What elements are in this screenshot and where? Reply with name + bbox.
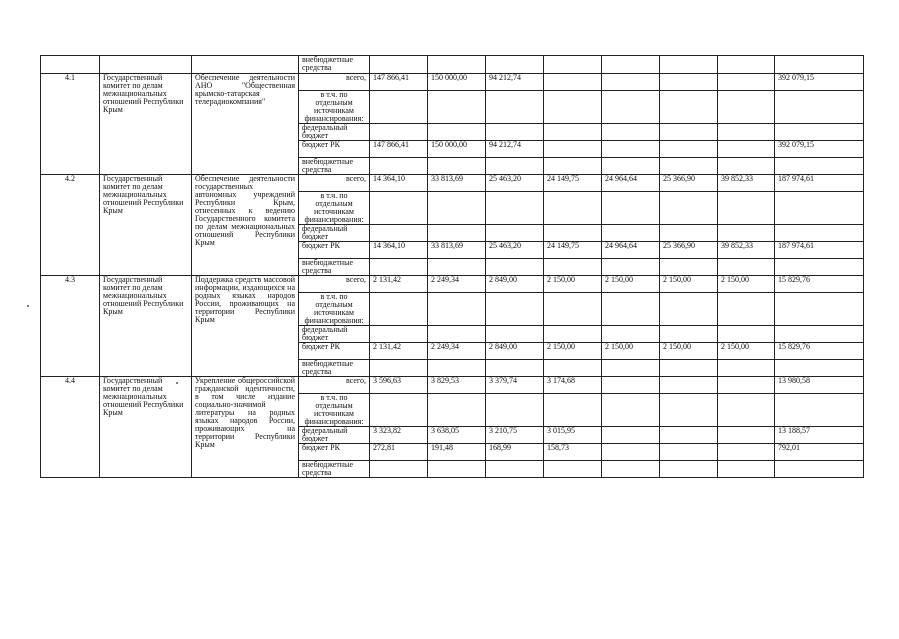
value-cell bbox=[486, 192, 544, 225]
value-cell bbox=[718, 444, 775, 461]
value-cell bbox=[544, 360, 602, 377]
value-cell bbox=[660, 141, 718, 158]
value-cell bbox=[602, 444, 660, 461]
value-cell bbox=[660, 444, 718, 461]
value-cell: 2 150,00 bbox=[602, 276, 660, 293]
table-row bbox=[41, 74, 864, 91]
value-cell bbox=[370, 326, 428, 343]
value-cell bbox=[660, 461, 718, 478]
value-cell bbox=[660, 259, 718, 276]
source-cell: бюджет РК bbox=[299, 444, 370, 461]
value-cell: 3 210,75 bbox=[486, 427, 544, 444]
total-cell: 792,01 bbox=[775, 444, 864, 461]
value-cell bbox=[602, 293, 660, 326]
value-cell bbox=[544, 158, 602, 175]
value-cell bbox=[602, 141, 660, 158]
value-cell bbox=[370, 360, 428, 377]
cell bbox=[41, 56, 100, 74]
value-cell: 147 866,41 bbox=[370, 74, 428, 91]
table-row bbox=[41, 56, 864, 74]
value-cell bbox=[428, 192, 486, 225]
source-cell: всего, bbox=[299, 74, 370, 91]
source-cell: бюджет РК bbox=[299, 141, 370, 158]
value-cell: 2 249,34 bbox=[428, 343, 486, 360]
value-cell bbox=[486, 225, 544, 242]
total-cell bbox=[775, 360, 864, 377]
value-cell bbox=[718, 360, 775, 377]
value-cell bbox=[660, 158, 718, 175]
responsible-org: Государственный комитет по делам межнациональных отношений Республики Крым bbox=[100, 175, 192, 276]
value-cell: 24 149,75 bbox=[544, 175, 602, 192]
value-cell bbox=[486, 461, 544, 478]
value-cell: 147 866,41 bbox=[370, 141, 428, 158]
value-cell bbox=[370, 192, 428, 225]
value-cell bbox=[544, 293, 602, 326]
value-cell: 2 150,00 bbox=[660, 343, 718, 360]
value-cell: 191,48 bbox=[428, 444, 486, 461]
value-cell: 2 150,00 bbox=[718, 276, 775, 293]
value-cell bbox=[602, 225, 660, 242]
source-cell: федеральный бюджет bbox=[299, 326, 370, 343]
cell bbox=[660, 56, 718, 74]
value-cell bbox=[718, 293, 775, 326]
value-cell: 2 150,00 bbox=[544, 276, 602, 293]
value-cell bbox=[718, 394, 775, 427]
value-cell bbox=[602, 259, 660, 276]
value-cell bbox=[660, 124, 718, 141]
value-cell bbox=[486, 360, 544, 377]
value-cell bbox=[370, 91, 428, 124]
row-number: 4.1 bbox=[41, 74, 100, 175]
total-cell: 15 829,76 bbox=[775, 276, 864, 293]
value-cell: 33 813,69 bbox=[428, 175, 486, 192]
value-cell bbox=[544, 74, 602, 91]
value-cell bbox=[544, 192, 602, 225]
activity-description: Обеспечение деятельности АНО "Общественная крымско-татарская телерадиокомпания" bbox=[192, 74, 299, 175]
value-cell: 3 596,63 bbox=[370, 377, 428, 394]
value-cell: 2 150,00 bbox=[718, 343, 775, 360]
total-cell: 13 188,57 bbox=[775, 427, 864, 444]
value-cell bbox=[486, 259, 544, 276]
value-cell bbox=[370, 293, 428, 326]
cell bbox=[100, 56, 192, 74]
value-cell bbox=[428, 259, 486, 276]
cell bbox=[192, 56, 299, 74]
total-cell bbox=[775, 158, 864, 175]
value-cell: 3 638,05 bbox=[428, 427, 486, 444]
value-cell bbox=[602, 74, 660, 91]
value-cell: 2 849,00 bbox=[486, 343, 544, 360]
source-cell: внебюджетные средства bbox=[299, 360, 370, 377]
value-cell: 2 131,42 bbox=[370, 276, 428, 293]
value-cell: 14 364,10 bbox=[370, 242, 428, 259]
responsible-org: Государственный комитет по делам межнациональных отношений Республики Крым bbox=[100, 276, 192, 377]
value-cell: 150 000,00 bbox=[428, 74, 486, 91]
value-cell: 2 150,00 bbox=[544, 343, 602, 360]
value-cell: 2 131,42 bbox=[370, 343, 428, 360]
total-cell: 392 079,15 bbox=[775, 141, 864, 158]
scan-speck bbox=[27, 305, 29, 307]
total-cell bbox=[775, 91, 864, 124]
source-cell: в т.ч. по отдельным источникам финансирования: bbox=[299, 394, 370, 427]
value-cell bbox=[486, 293, 544, 326]
value-cell bbox=[486, 394, 544, 427]
value-cell bbox=[718, 124, 775, 141]
value-cell bbox=[428, 91, 486, 124]
value-cell bbox=[486, 91, 544, 124]
table-row bbox=[41, 276, 864, 293]
source-cell: внебюджетные средства bbox=[299, 461, 370, 478]
value-cell: 33 813,69 bbox=[428, 242, 486, 259]
value-cell bbox=[370, 461, 428, 478]
source-cell: бюджет РК bbox=[299, 343, 370, 360]
value-cell bbox=[660, 74, 718, 91]
value-cell bbox=[544, 394, 602, 427]
value-cell bbox=[544, 461, 602, 478]
value-cell bbox=[486, 326, 544, 343]
total-cell: 392 079,15 bbox=[775, 74, 864, 91]
activity-description: Поддержка средств массовой информации, издающихся на родных языках народов России, проживающих на территории Республики Крым bbox=[192, 276, 299, 377]
value-cell: 3 829,53 bbox=[428, 377, 486, 394]
activity-description: Обеспечение деятельности государственных автономных учреждений Республики Крым, отнесенных к ведению Государственного комитета по делам межнациональных отношений Республики Крым bbox=[192, 175, 299, 276]
funding-table bbox=[40, 55, 864, 478]
total-cell bbox=[775, 394, 864, 427]
value-cell: 25 366,90 bbox=[660, 175, 718, 192]
value-cell bbox=[370, 225, 428, 242]
value-cell: 158,73 bbox=[544, 444, 602, 461]
value-cell bbox=[428, 225, 486, 242]
value-cell bbox=[602, 192, 660, 225]
value-cell: 25 463,20 bbox=[486, 175, 544, 192]
total-cell bbox=[775, 225, 864, 242]
total-cell: 187 974,61 bbox=[775, 175, 864, 192]
value-cell bbox=[660, 225, 718, 242]
value-cell bbox=[718, 427, 775, 444]
value-cell bbox=[718, 259, 775, 276]
total-cell bbox=[775, 259, 864, 276]
value-cell: 3 174,68 bbox=[544, 377, 602, 394]
value-cell: 94 212,74 bbox=[486, 141, 544, 158]
source-cell: в т.ч. по отдельным источникам финансирования: bbox=[299, 192, 370, 225]
row-number: 4.3 bbox=[41, 276, 100, 377]
value-cell bbox=[428, 360, 486, 377]
value-cell bbox=[660, 91, 718, 124]
cell bbox=[428, 56, 486, 74]
cell bbox=[544, 56, 602, 74]
value-cell bbox=[370, 394, 428, 427]
value-cell bbox=[660, 293, 718, 326]
scan-speck bbox=[176, 382, 178, 384]
value-cell: 24 149,75 bbox=[544, 242, 602, 259]
value-cell: 168,99 bbox=[486, 444, 544, 461]
total-cell bbox=[775, 326, 864, 343]
responsible-org: Государственный комитет по делам межнациональных отношений Республики Крым bbox=[100, 74, 192, 175]
source-cell: всего, bbox=[299, 276, 370, 293]
total-cell bbox=[775, 124, 864, 141]
value-cell bbox=[428, 293, 486, 326]
source-cell: федеральный бюджет bbox=[299, 225, 370, 242]
total-cell bbox=[775, 461, 864, 478]
value-cell bbox=[602, 91, 660, 124]
value-cell: 3 379,74 bbox=[486, 377, 544, 394]
total-cell: 13 980,58 bbox=[775, 377, 864, 394]
responsible-org: Государственный комитет по делам межнациональных отношений Республики Крым bbox=[100, 377, 192, 478]
source-cell: в т.ч. по отдельным источникам финансирования: bbox=[299, 293, 370, 326]
value-cell bbox=[544, 326, 602, 343]
value-cell bbox=[370, 158, 428, 175]
source-cell: внебюджетные средства bbox=[299, 56, 370, 74]
value-cell bbox=[602, 427, 660, 444]
value-cell bbox=[718, 141, 775, 158]
value-cell bbox=[718, 74, 775, 91]
value-cell bbox=[370, 259, 428, 276]
cell bbox=[718, 56, 775, 74]
value-cell: 2 150,00 bbox=[660, 276, 718, 293]
cell bbox=[775, 56, 864, 74]
value-cell: 272,81 bbox=[370, 444, 428, 461]
value-cell bbox=[602, 377, 660, 394]
row-number: 4.2 bbox=[41, 175, 100, 276]
value-cell bbox=[718, 91, 775, 124]
cell bbox=[486, 56, 544, 74]
value-cell bbox=[660, 326, 718, 343]
activity-description: Укрепление общероссийской гражданской идентичности, в том числе издание социально-значимой литературы на родных языках народов России, проживающих на территории Республики Крым bbox=[192, 377, 299, 478]
value-cell bbox=[602, 461, 660, 478]
value-cell bbox=[718, 461, 775, 478]
value-cell: 2 249,34 bbox=[428, 276, 486, 293]
value-cell bbox=[718, 192, 775, 225]
row-number: 4.4 bbox=[41, 377, 100, 478]
source-cell: всего, bbox=[299, 175, 370, 192]
total-cell: 187 974,61 bbox=[775, 242, 864, 259]
value-cell bbox=[486, 158, 544, 175]
source-cell: всего, bbox=[299, 377, 370, 394]
value-cell bbox=[660, 377, 718, 394]
value-cell bbox=[660, 192, 718, 225]
value-cell: 14 364,10 bbox=[370, 175, 428, 192]
value-cell bbox=[428, 326, 486, 343]
source-cell: федеральный бюджет bbox=[299, 124, 370, 141]
value-cell: 25 366,90 bbox=[660, 242, 718, 259]
value-cell bbox=[428, 124, 486, 141]
value-cell bbox=[602, 158, 660, 175]
value-cell bbox=[718, 158, 775, 175]
value-cell: 94 212,74 bbox=[486, 74, 544, 91]
value-cell bbox=[602, 124, 660, 141]
value-cell bbox=[602, 394, 660, 427]
value-cell: 24 964,64 bbox=[602, 175, 660, 192]
value-cell: 24 964,64 bbox=[602, 242, 660, 259]
value-cell bbox=[544, 91, 602, 124]
total-cell bbox=[775, 192, 864, 225]
table-row bbox=[41, 175, 864, 192]
value-cell bbox=[718, 326, 775, 343]
value-cell bbox=[544, 124, 602, 141]
value-cell bbox=[660, 360, 718, 377]
value-cell bbox=[718, 377, 775, 394]
value-cell bbox=[428, 394, 486, 427]
value-cell: 150 000,00 bbox=[428, 141, 486, 158]
cell bbox=[370, 56, 428, 74]
value-cell: 3 323,82 bbox=[370, 427, 428, 444]
value-cell bbox=[544, 259, 602, 276]
source-cell: федеральный бюджет bbox=[299, 427, 370, 444]
value-cell bbox=[370, 124, 428, 141]
value-cell bbox=[544, 225, 602, 242]
value-cell bbox=[544, 141, 602, 158]
value-cell: 39 852,33 bbox=[718, 242, 775, 259]
value-cell: 2 150,00 bbox=[602, 343, 660, 360]
value-cell: 2 849,00 bbox=[486, 276, 544, 293]
value-cell bbox=[602, 360, 660, 377]
value-cell: 3 015,95 bbox=[544, 427, 602, 444]
value-cell: 25 463,20 bbox=[486, 242, 544, 259]
total-cell: 15 829,76 bbox=[775, 343, 864, 360]
table-row bbox=[41, 377, 864, 394]
value-cell bbox=[486, 124, 544, 141]
source-cell: бюджет РК bbox=[299, 242, 370, 259]
total-cell bbox=[775, 293, 864, 326]
source-cell: в т.ч. по отдельным источникам финансирования: bbox=[299, 91, 370, 124]
value-cell bbox=[602, 326, 660, 343]
source-cell: внебюджетные средства bbox=[299, 158, 370, 175]
value-cell bbox=[428, 461, 486, 478]
value-cell bbox=[660, 394, 718, 427]
value-cell: 39 852,33 bbox=[718, 175, 775, 192]
source-cell: внебюджетные средства bbox=[299, 259, 370, 276]
cell bbox=[602, 56, 660, 74]
value-cell bbox=[428, 158, 486, 175]
value-cell bbox=[718, 225, 775, 242]
value-cell bbox=[660, 427, 718, 444]
